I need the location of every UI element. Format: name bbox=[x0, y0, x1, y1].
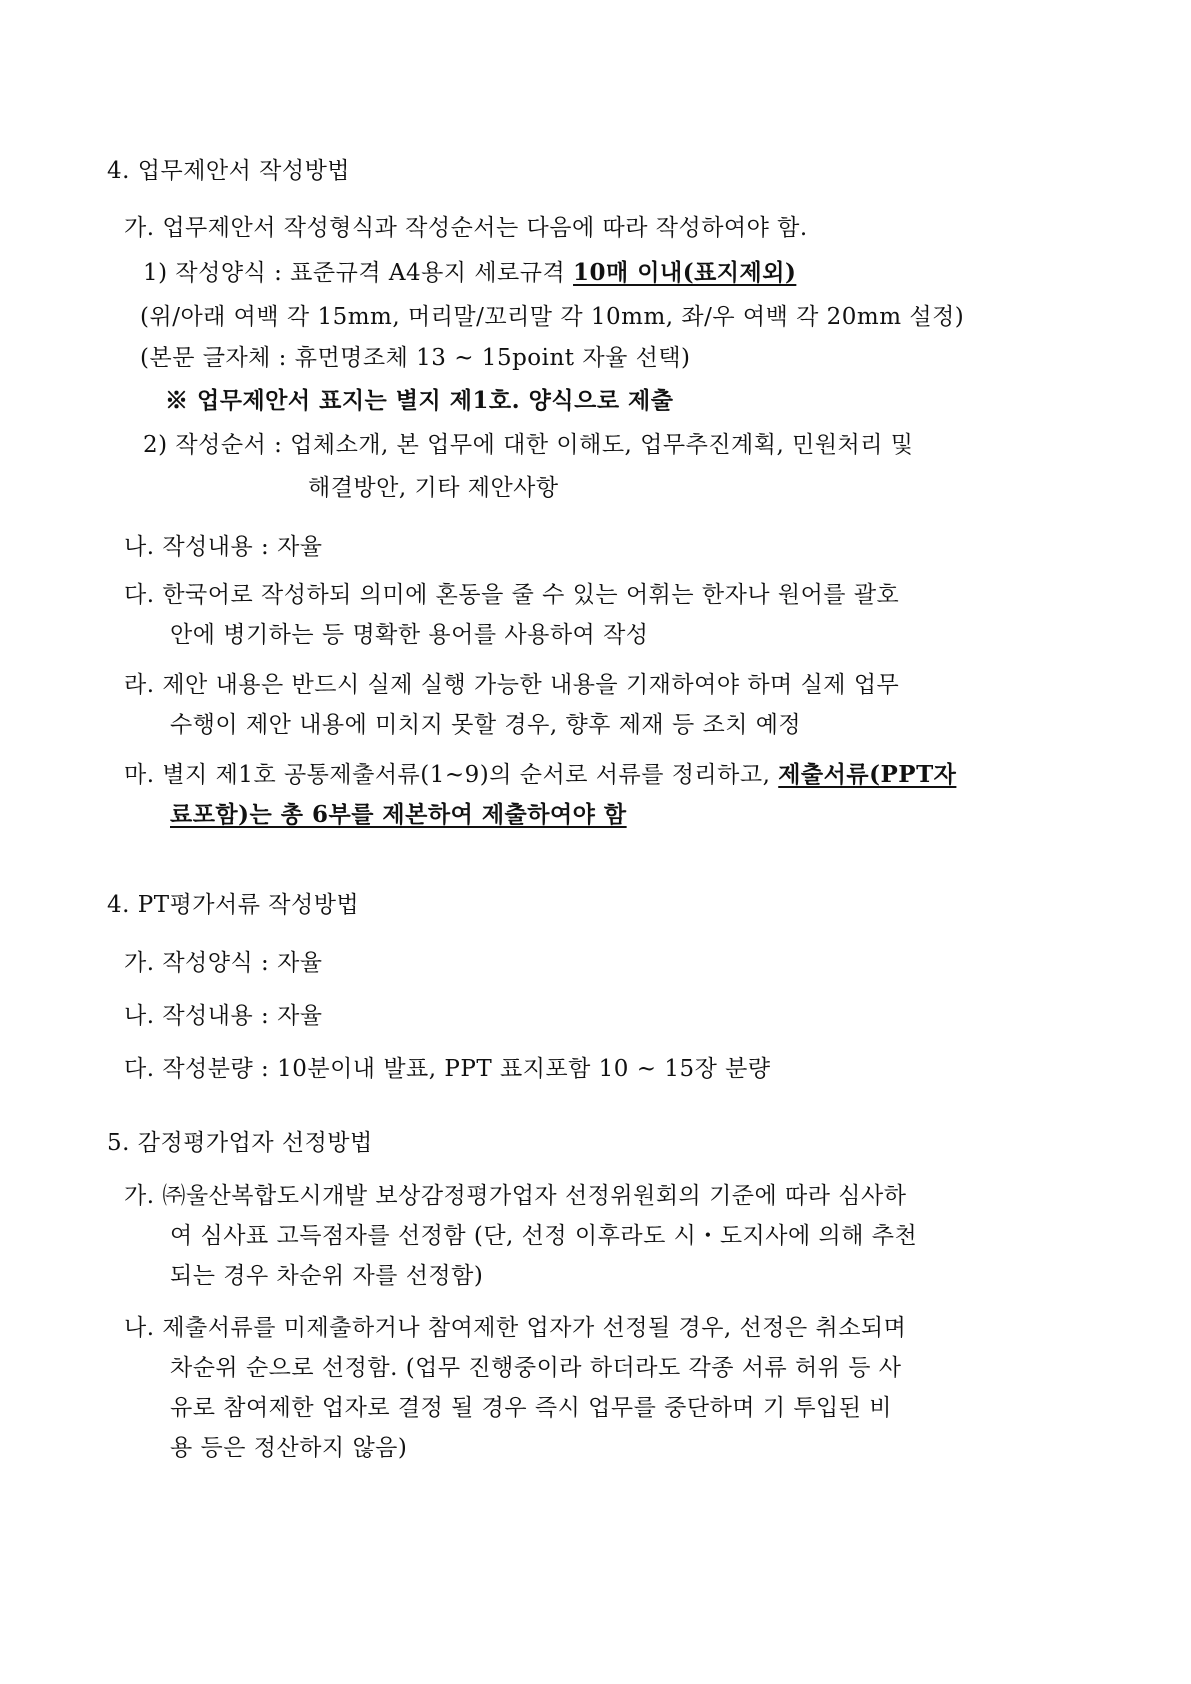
section-heading-selection: 5. 감정평가업자 선정방법 bbox=[107, 1130, 373, 1156]
item-ma bbox=[124, 760, 956, 790]
item-1-margins: (위/아래 여백 각 15mm, 머리말/꼬리말 각 10mm, 좌/우 여백 각 20mm 설정) bbox=[140, 304, 965, 330]
item-1-underlined: 10매 이내(표지제외) bbox=[573, 259, 797, 286]
item-2-order: 2) 작성순서 : 업체소개, 본 업무에 대한 이해도, 업무추진계획, 민원처리 및 bbox=[143, 432, 914, 458]
sel-item-ga: 가. ㈜울산복합도시개발 보상감정평가업자 선정위원회의 기준에 따라 심사하 bbox=[124, 1183, 907, 1209]
item-ma-cont: 료포함)는 총 6부를 제본하여 제출하여야 함 bbox=[170, 801, 627, 828]
pt-item-da: 다. 작성분량 : 10분이내 발표, PPT 표지포함 10 ~ 15장 분량 bbox=[124, 1056, 771, 1082]
section-heading-proposal: 4. 업무제안서 작성방법 bbox=[107, 158, 351, 184]
sel-item-na: 나. 제출서류를 미제출하거나 참여제한 업자가 선정될 경우, 선정은 취소되며 bbox=[124, 1315, 907, 1341]
item-1-text: 1) 작성양식 : 표준규격 A4용지 세로규격 bbox=[143, 260, 574, 286]
sel-item-na-cont2: 유로 참여제한 업자로 결정 될 경우 즉시 업무를 중단하며 기 투입된 비 bbox=[170, 1395, 893, 1421]
sel-item-ga-cont2: 되는 경우 차순위 자를 선정함) bbox=[170, 1263, 484, 1289]
item-ma-text: 마. 별지 제1호 공통제출서류(1~9)의 순서로 서류를 정리하고, bbox=[124, 762, 779, 788]
sel-item-ga-cont1: 여 심사표 고득점자를 선정함 (단, 선정 이후라도 시・도지사에 의해 추천 bbox=[170, 1223, 918, 1249]
item-ma-bold: 제출서류(PPT자 bbox=[778, 761, 957, 788]
sel-item-na-cont3: 용 등은 정산하지 않음) bbox=[170, 1435, 408, 1461]
item-2-order-cont: 해결방안, 기타 제안사항 bbox=[308, 475, 559, 501]
item-da-cont: 안에 병기하는 등 명확한 용어를 사용하여 작성 bbox=[170, 622, 649, 648]
note-cover: ※ 업무제안서 표지는 별지 제1호. 양식으로 제출 bbox=[165, 387, 674, 414]
item-ra: 라. 제안 내용은 반드시 실제 실행 가능한 내용을 기재하여야 하며 실제 업무 bbox=[124, 672, 900, 698]
pt-item-na: 나. 작성내용 : 자율 bbox=[124, 1003, 323, 1029]
section-heading-pt: 4. PT평가서류 작성방법 bbox=[107, 892, 360, 918]
item-1-format bbox=[143, 258, 796, 288]
item-ra-cont: 수행이 제안 내용에 미치지 못할 경우, 향후 제재 등 조치 예정 bbox=[170, 712, 802, 738]
item-na: 나. 작성내용 : 자율 bbox=[124, 534, 323, 560]
item-ga: 가. 업무제안서 작성형식과 작성순서는 다음에 따라 작성하여야 함. bbox=[124, 215, 808, 241]
pt-item-ga: 가. 작성양식 : 자율 bbox=[124, 950, 323, 976]
sel-item-na-cont1: 차순위 순으로 선정함. (업무 진행중이라 하더라도 각종 서류 허위 등 사 bbox=[170, 1355, 902, 1381]
item-1-font: (본문 글자체 : 휴먼명조체 13 ~ 15point 자율 선택) bbox=[140, 345, 691, 371]
item-da: 다. 한국어로 작성하되 의미에 혼동을 줄 수 있는 어휘는 한자나 원어를 괄호 bbox=[124, 582, 900, 608]
